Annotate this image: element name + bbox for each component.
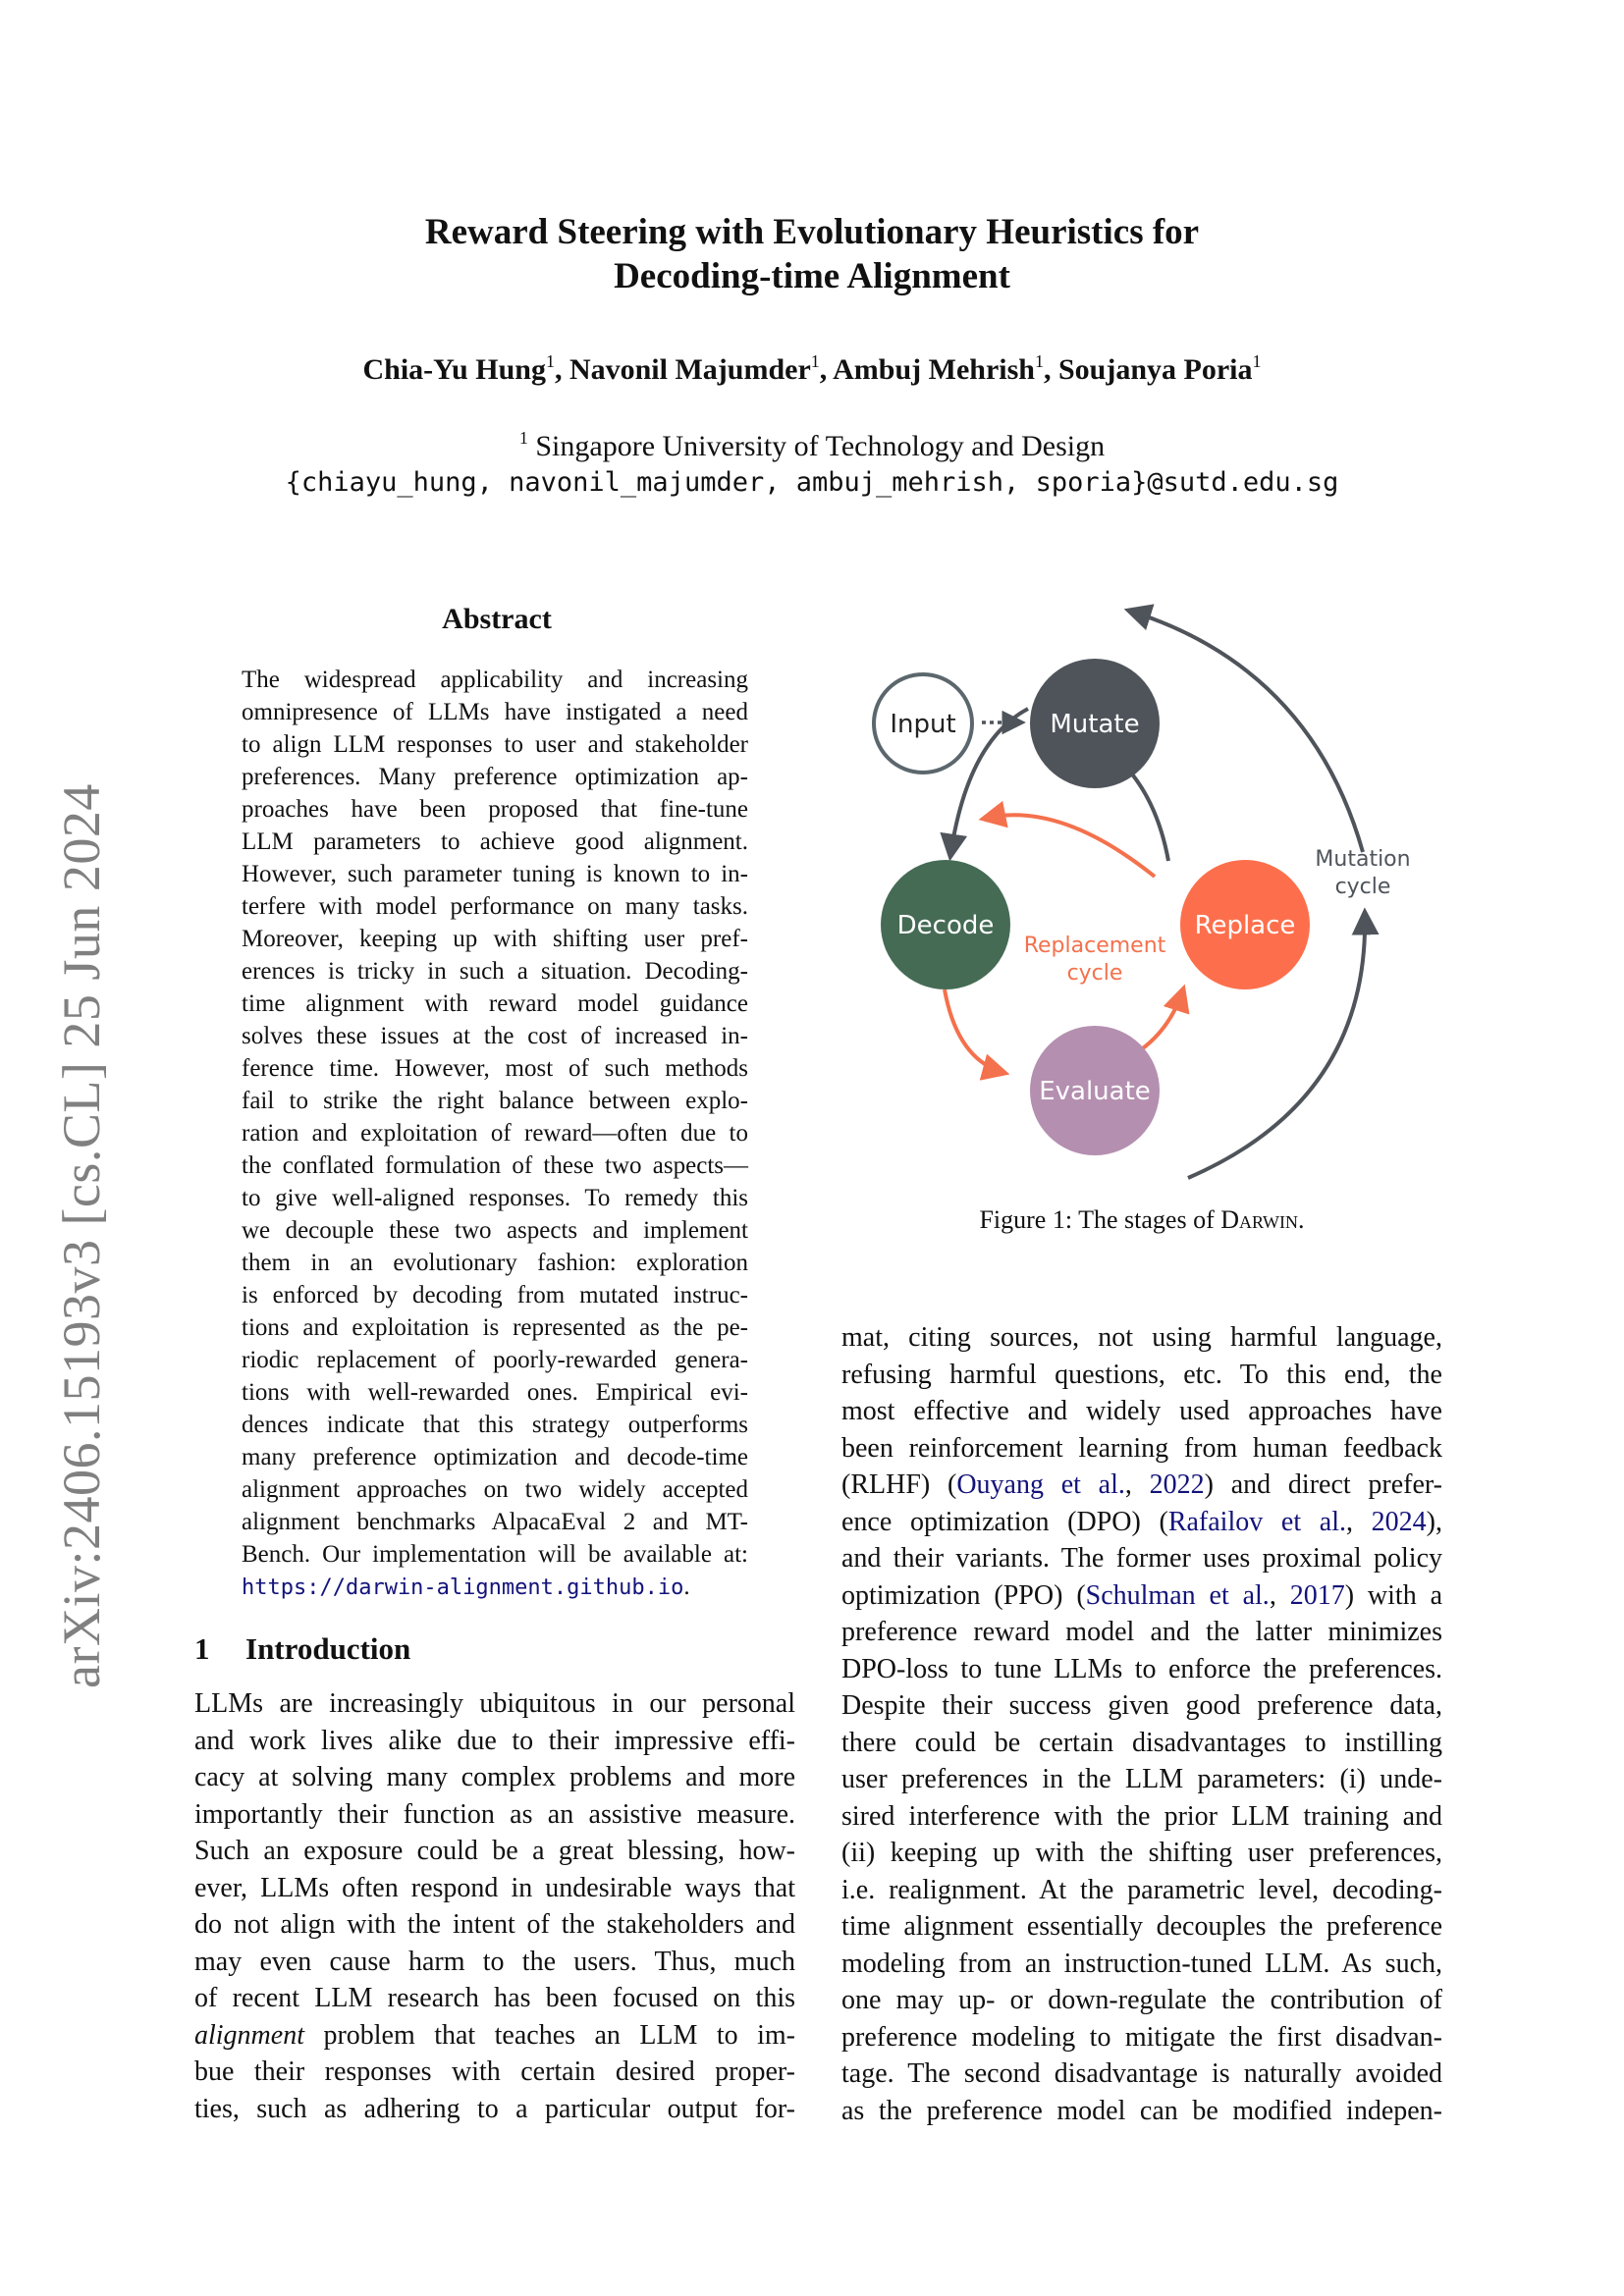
text-line: optimization (PPO) (Schulman et al., 2017) with a <box>841 1579 1443 1611</box>
text-line: may even cause harm to the users. Thus, much <box>194 1946 795 1977</box>
affil-marker: 1 <box>545 351 555 371</box>
title-line-1: Reward Steering with Evolutionary Heuristics for <box>424 212 1200 252</box>
text-line: tage. The second disadvantage is naturally avoided <box>841 2058 1442 2089</box>
node-replace <box>1180 860 1310 989</box>
text-line: refusing harmful questions, etc. To this end, the <box>841 1359 1442 1390</box>
abstract-line: proaches have been proposed that fine-tune <box>242 796 748 823</box>
paper-title <box>0 210 1624 298</box>
citation-rafailov-year[interactable]: 2024 <box>1371 1506 1427 1537</box>
abstract-line: Bench. Our implementation will be available at: <box>242 1541 748 1568</box>
replacement-cycle-label: Replacement <box>1023 934 1166 958</box>
text-span: (RLHF) ( <box>841 1469 957 1500</box>
decode-to-evaluate-arrow <box>945 989 1004 1073</box>
intro-left-column <box>194 1685 795 2127</box>
abstract-line: tions and exploitation is represented as the pe- <box>242 1314 748 1341</box>
author-list: Chia-Yu Hung$^1$, Navonil Majumder$^1$, Ambuj Mehrish$^1$, Soujanya Poria$^1$ <box>362 351 1262 386</box>
author-name: Chia-Yu Hung <box>362 353 546 386</box>
citation-schulman-year[interactable]: 2017 <box>1289 1579 1345 1611</box>
text-line: and their variants. The former uses proximal policy <box>841 1543 1442 1574</box>
text-span: optimization (PPO) ( <box>841 1579 1086 1611</box>
abstract-body <box>242 664 748 1603</box>
citation-rafailov[interactable]: Rafailov et al. <box>1167 1506 1346 1537</box>
citation-schulman[interactable]: Schulman et al. <box>1085 1579 1270 1611</box>
abstract-line: alignment approaches on two widely accepted <box>242 1476 748 1503</box>
section-title: Introduction <box>245 1631 411 1666</box>
abstract-line: them in an evolutionary fashion: exploration <box>242 1250 748 1276</box>
text-line: modeling from an instruction-tuned LLM. As such, <box>841 1948 1442 1979</box>
abstract-line: to give well-aligned responses. To remedy this <box>242 1185 748 1211</box>
abstract-line: is enforced by decoding from mutated instruc- <box>242 1282 748 1308</box>
section-heading-introduction <box>194 1631 410 1667</box>
abstract-line: we decouple these two aspects and implement <box>242 1217 748 1244</box>
abstract-line: dences indicate that this strategy outperforms <box>242 1412 748 1438</box>
abstract-line: LLM parameters to achieve good alignment. <box>242 828 748 855</box>
text-line: (ii) keeping up with the shifting user preferences, <box>841 1838 1442 1868</box>
abstract-line: to align LLM responses to user and stakeholder <box>242 731 748 758</box>
affiliation <box>0 428 1624 463</box>
text-span: ) and direct prefer- <box>1204 1469 1443 1500</box>
text-span: ), <box>1426 1506 1442 1537</box>
text-line: Despite their success given good preference data, <box>841 1690 1442 1721</box>
text-line: cacy at solving many complex problems and more <box>194 1762 795 1792</box>
figure-darwin-stages <box>844 589 1453 1198</box>
text-line: as the preference model can be modified indepen- <box>841 2095 1442 2126</box>
text-line: ties, such as adhering to a particular output for- <box>194 2093 795 2124</box>
text-line: most effective and widely used approaches have <box>841 1396 1442 1426</box>
abstract-line: tions with well-rewarded ones. Empirical evi- <box>242 1379 748 1406</box>
node-input <box>874 674 972 773</box>
text-span: ence optimization (DPO) ( <box>841 1506 1168 1537</box>
citation-ouyang-year[interactable]: 2022 <box>1149 1469 1205 1500</box>
text-line: user preferences in the LLM parameters: (i) unde- <box>841 1764 1442 1794</box>
text-span: problem that teaches an LLM to im- <box>304 2019 795 2051</box>
node-mutate <box>1030 659 1160 788</box>
text-line <box>194 2017 795 2055</box>
abstract-line: fail to strike the right balance between explo- <box>242 1088 748 1114</box>
text-line: Such an exposure could be a great blessing, how- <box>194 1836 795 1866</box>
text-line: one may up- or down-regulate the contribution of <box>841 1985 1442 2015</box>
method-name: Darwin <box>1220 1205 1299 1234</box>
svg-text:Replace: Replace <box>1194 911 1296 940</box>
abstract-line: many preference optimization and decode-time <box>242 1444 748 1470</box>
emphasis-alignment: alignment <box>194 2019 304 2051</box>
node-evaluate <box>1030 1026 1160 1155</box>
node-decode <box>881 860 1010 989</box>
arxiv-stamp: arXiv:2406.15193v3 [cs.CL] 25 Jun 2024 <box>52 783 111 1688</box>
abstract-line: time alignment with reward model guidance <box>242 990 748 1017</box>
text-line: preference reward model and the latter minimizes <box>841 1617 1442 1647</box>
text-line: preference modeling to mitigate the first disadvan- <box>841 2021 1442 2053</box>
abstract-line: preferences. Many preference optimization ap- <box>242 764 748 790</box>
intro-right-column <box>841 1319 1442 2129</box>
abstract-line: ference time. However, most of such methods <box>242 1055 748 1082</box>
abstract-link-line <box>242 1571 748 1603</box>
svg-text:Mutate: Mutate <box>1050 710 1140 739</box>
citation-ouyang[interactable]: Ouyang et al. <box>956 1469 1125 1500</box>
section-number: 1 <box>194 1631 210 1666</box>
affil-marker: 1 <box>1252 351 1262 371</box>
text-line: of recent LLM research has been focused on this <box>194 1983 795 2013</box>
svg-text:Decode: Decode <box>896 911 995 940</box>
abstract-line: The widespread applicability and increasing <box>242 667 748 693</box>
replacement-cycle-label-2: cycle <box>1066 961 1123 986</box>
text-line: do not align with the intent of the stakeholders and <box>194 1909 795 1940</box>
project-link[interactable]: https://darwin-alignment.github.io <box>242 1575 684 1600</box>
text-line: importantly their function as an assistive measure. <box>194 1798 795 1830</box>
text-line: DPO-loss to tune LLMs to enforce the preferences. <box>841 1653 1442 1684</box>
text-line: ever, LLMs often respond in undesirable ways that <box>194 1872 795 1903</box>
abstract-line: solves these issues at the cost of increased in- <box>242 1023 748 1049</box>
abstract-line: Moreover, keeping up with shifting user pref- <box>242 926 748 952</box>
author-name: Navonil Majumder <box>568 353 811 386</box>
abstract-line: ration and exploitation of reward—often due to <box>242 1120 748 1147</box>
title-line-2: Decoding-time Alignment <box>614 256 1010 296</box>
text-line: LLMs are increasingly ubiquitous in our personal <box>194 1688 795 1719</box>
caption-period: . <box>1298 1205 1305 1234</box>
affiliation-name: Singapore University of Technology and Design <box>535 430 1106 462</box>
text-line: bue their responses with certain desired proper- <box>194 2056 795 2087</box>
abstract-line: omnipresence of LLMs have instigated a need <box>242 699 748 725</box>
replace-to-decode-arrow <box>984 815 1155 877</box>
text-line: been reinforcement learning from human feedback <box>841 1432 1442 1464</box>
author-name: Ambuj Mehrish <box>833 353 1035 386</box>
text-line: i.e. realignment. At the parametric level, decoding- <box>841 1874 1442 1905</box>
abstract-line: riodic replacement of poorly-rewarded genera- <box>242 1347 748 1373</box>
text-line: ence optimization (DPO) (Rafailov et al., 2024), <box>841 1506 1442 1537</box>
svg-text:Evaluate: Evaluate <box>1039 1077 1151 1106</box>
author-emails: {chiayu_hung, navonil_majumder, ambuj_mehrish, sporia}@sutd.edu.sg <box>285 467 1339 498</box>
author-name: Soujanya Poria <box>1057 353 1253 386</box>
svg-text:Input: Input <box>890 710 956 739</box>
caption-text: Figure 1: The stages of <box>979 1205 1221 1234</box>
text-span: ) with a <box>1344 1579 1443 1611</box>
mutation-cycle-label: Mutation <box>1315 847 1411 872</box>
text-line: sired interference with the prior LLM training and <box>841 1800 1442 1832</box>
text-line: mat, citing sources, not using harmful language, <box>841 1322 1442 1353</box>
abstract-heading: Abstract <box>442 603 552 635</box>
text-line: and work lives alike due to their impressive effi- <box>194 1725 795 1756</box>
affil-marker: 1 <box>810 351 820 371</box>
abstract-line: alignment benchmarks AlpacaEval 2 and MT- <box>242 1509 748 1535</box>
affil-marker: 1 <box>1034 351 1044 371</box>
text-line: time alignment essentially decouples the preference <box>841 1911 1442 1942</box>
affil-marker: 1 <box>518 428 528 448</box>
text-line: (RLHF) (Ouyang et al., 2022) and direct prefer- <box>841 1469 1443 1500</box>
abstract-line: erences is tricky in such a situation. Decoding- <box>242 958 748 985</box>
text-line: there could be certain disadvantages to instilling <box>841 1727 1442 1758</box>
abstract-line: terfere with model performance on many tasks. <box>242 893 748 920</box>
mutation-cycle-label-2: cycle <box>1334 875 1391 899</box>
abstract-line: the conflated formulation of these two aspects— <box>242 1152 748 1179</box>
figure-caption <box>841 1205 1442 1235</box>
link-period: . <box>683 1574 690 1600</box>
abstract-line: However, such parameter tuning is known to in- <box>242 861 748 887</box>
